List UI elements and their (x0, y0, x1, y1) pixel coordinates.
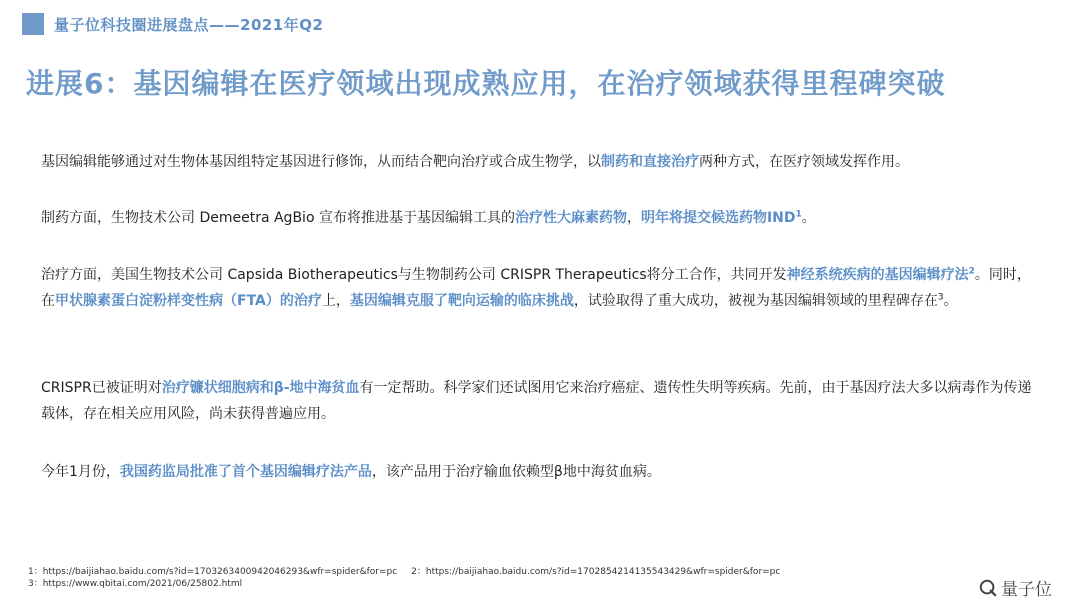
brand-logo (979, 575, 1052, 600)
slide-headline: 进展6：基因编辑在医疗领域出现成熟应用，在治疗领域获得里程碑突破 (26, 67, 946, 100)
highlight: 神经系统疾病的基因编辑疗法 (786, 267, 969, 283)
footnotes (28, 566, 928, 590)
text: 制药方面，生物技术公司 Demeetra AgBio 宣布将推进基于基因编辑工具的 (41, 210, 515, 226)
footnote-ref: 3 (937, 291, 944, 302)
text: 有一定帮助。科学家们还试图用它来治疗癌症、遗传性失明等疾病。先前，由于基因疗法大多以病毒作为传递载体，存在相关应用风险，尚未获得普遍应用。 (41, 380, 1032, 422)
highlight: 甲状腺素蛋白淀粉样变性病（FTA）的治疗 (55, 292, 322, 309)
footnote-ref: 1 (795, 209, 802, 220)
header-title: 量子位科技圈进展盘点——2021年Q2 (54, 15, 324, 34)
footnote-2: 2：https://baijiahao.baidu.com/s?id=1702854214135543429&wfr=spider&for=pc (411, 567, 781, 577)
highlight: 明年将提交候选药物IND (640, 210, 796, 226)
footnote-1: 1：https://baijiahao.baidu.com/s?id=1703263400942046293&wfr=spider&for=pc (28, 567, 398, 577)
highlight: 制药和直接治疗 (601, 154, 699, 170)
text: ，试验取得了重大成功，被视为基因编辑领域的里程碑存在 (573, 292, 938, 309)
paragraph-pharma-intro (41, 150, 909, 176)
highlight: 治疗性大麻素药物 (514, 210, 627, 226)
highlight: 基因编辑克服了靶向运输的临床挑战 (349, 292, 574, 309)
text: 上， (321, 292, 350, 309)
q-logo-icon (979, 579, 997, 597)
text: 基因编辑能够通过对生物体基因组特定基因进行修饰，从而结合靶向治疗或合成生物学，以 (41, 154, 601, 170)
highlight: 治疗镰状细胞病和β-地中海贫血 (161, 380, 360, 396)
text: 。 (943, 292, 958, 309)
footnote-ref: 2 (968, 266, 975, 277)
text: 今年1月份， (41, 464, 120, 480)
text: ， (626, 210, 641, 226)
header-square-icon (22, 13, 44, 35)
text: 。同时，在 (41, 267, 1031, 309)
highlight: 我国药监局批准了首个基因编辑疗法产品 (119, 464, 372, 480)
text: 两种方式，在医疗领域发挥作用。 (699, 154, 909, 170)
text: 治疗方面，美国生物技术公司 Capsida Biotherapeutics与生物制药公司 CRISPR Therapeutics将分工合作，共同开发 (41, 267, 787, 283)
text: CRISPR已被证明对 (41, 380, 162, 396)
paragraph-crispr (41, 376, 1041, 427)
paragraph-pharma (41, 206, 816, 232)
logo-text: 量子位 (1001, 580, 1052, 600)
footnote-3: 3：https://www.qbitai.com/2021/06/25802.html (28, 579, 243, 589)
slide-header (22, 12, 323, 36)
text: 。 (801, 210, 816, 226)
paragraph-approval (41, 460, 661, 486)
text: ，该产品用于治疗输血依赖型β地中海贫血病。 (371, 464, 661, 480)
paragraph-therapy (41, 263, 1041, 314)
